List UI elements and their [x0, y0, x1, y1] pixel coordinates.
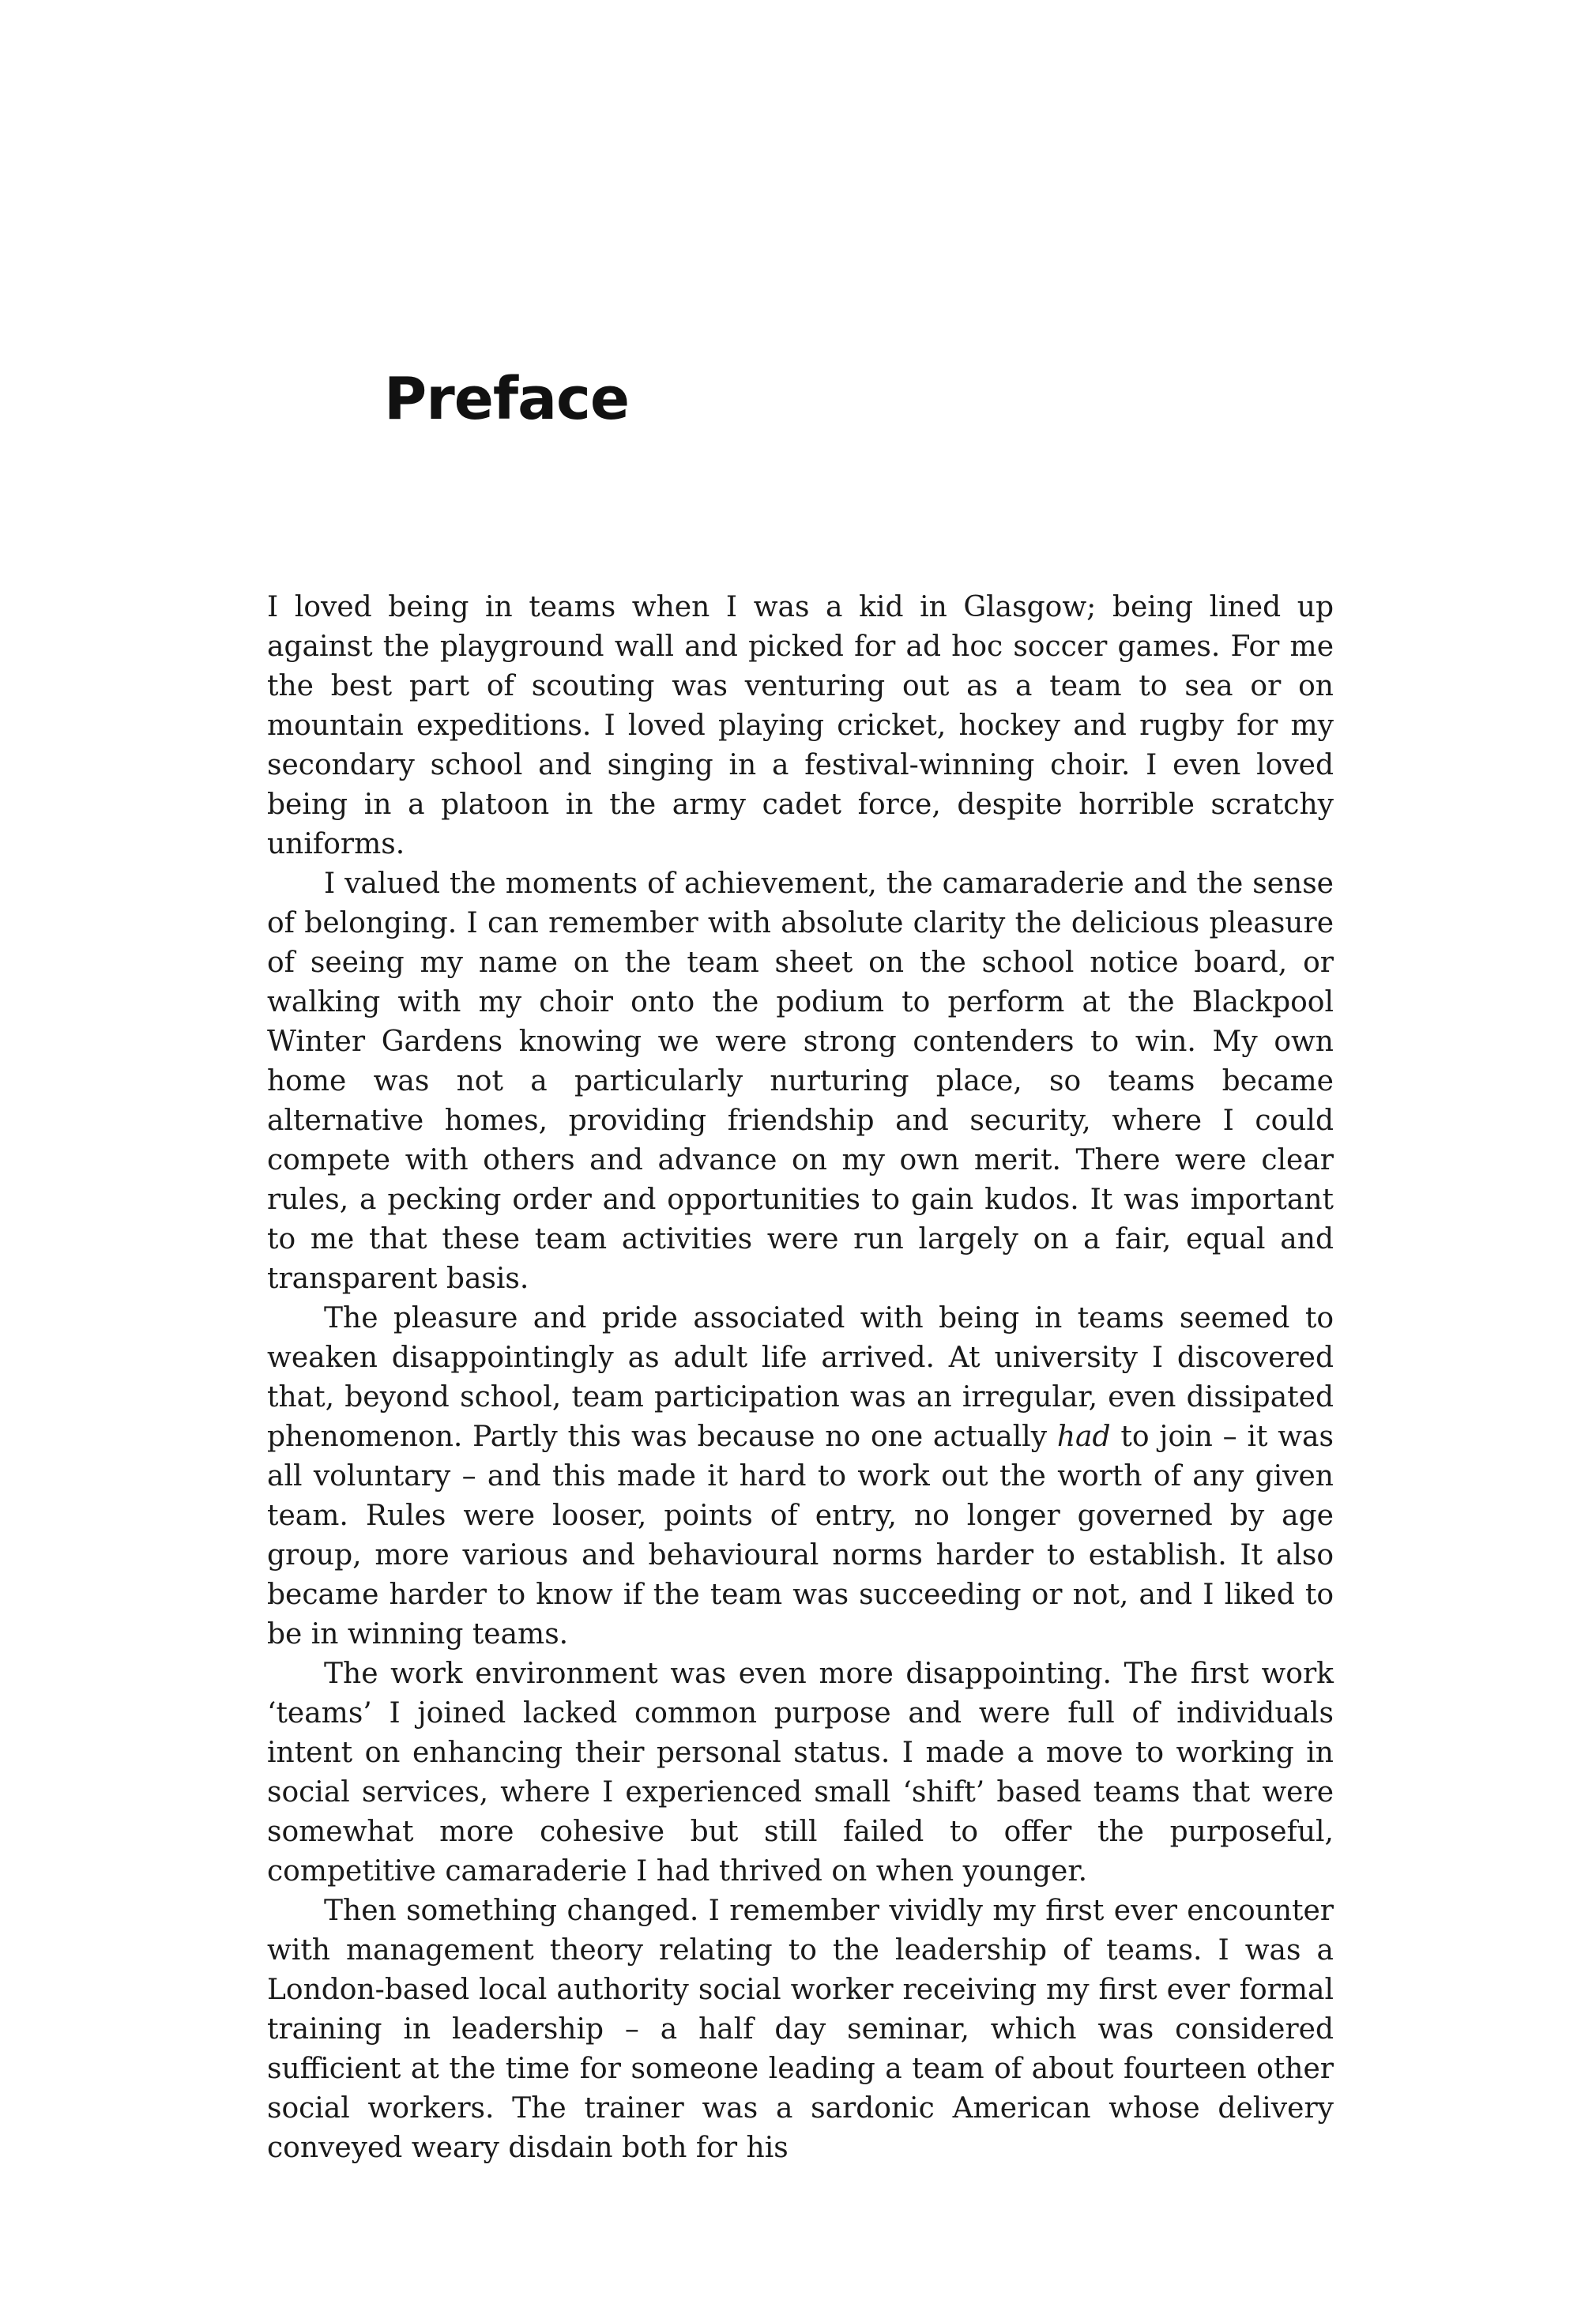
paragraph-4: The work environment was even more disappointing. The first work ‘teams’ I joined lacked common purpose and were full of individuals intent on enhancing their personal status. I made a move to working in social services, where I experienced small ‘shift’ based teams that were somewhat more cohesive but still failed to offer the purposeful, competitive camaraderie I had thrived on when younger. [267, 1658, 1334, 1888]
paragraph-5: Then something changed. I remember vividly my first ever encounter with management theory relating to the leadership of teams. I was a London-based local authority social worker receiving my first ever formal training in leadership – a half day seminar, which was considered sufficient at the time for someone leading a team of about fourteen other social workers. The trainer was a sardonic American whose delivery conveyed weary disdain both for his [267, 1895, 1334, 2164]
body-text [267, 588, 1334, 2168]
paragraph-3 [267, 1299, 1334, 1654]
paragraph-3-emphasis: had [1056, 1421, 1111, 1453]
paragraph-2: I valued the moments of achievement, the camaraderie and the sense of belonging. I can remember with absolute clarity the delicious pleasure of seeing my name on the team sheet on the school notice board, or walking with my choir onto the podium to perform at the Blackpool Winter Gardens knowing we were strong contenders to win. My own home was not a particularly nurturing place, so teams became alternative homes, providing friendship and security, where I could compete with others and advance on my own merit. There were clear rules, a pecking order and opportunities to gain kudos. It was important to me that these team activities were run largely on a fair, equal and transparent basis. [267, 868, 1334, 1295]
paragraph-3-text-before: The pleasure and pride associated with being in teams seemed to weaken disappointingly as adult life arrived. At university I discovered that, beyond school, team participation was an irregular, even dissipated phenomenon. Partly this was because no one actually [267, 1302, 1334, 1453]
paragraph-1: I loved being in teams when I was a kid in Glasgow; being lined up against the playground wall and picked for ad hoc soccer games. For me the best part of scouting was venturing out as a team to sea or on mountain expeditions. I loved playing cricket, hockey and rugby for my secondary school and singing in a festival-winning choir. I even loved being in a platoon in the army cadet force, despite horrible scratchy uniforms. [267, 591, 1334, 860]
page-title: Preface [384, 365, 630, 433]
paragraph-3-text-after: to join – it was all voluntary – and this made it hard to work out the worth of any given team. Rules were looser, points of entry, no longer governed by age group, more various and behavioural norms harder to establish. It also became harder to know if the team was succeeding or not, and I liked to be in winning teams. [267, 1421, 1334, 1651]
